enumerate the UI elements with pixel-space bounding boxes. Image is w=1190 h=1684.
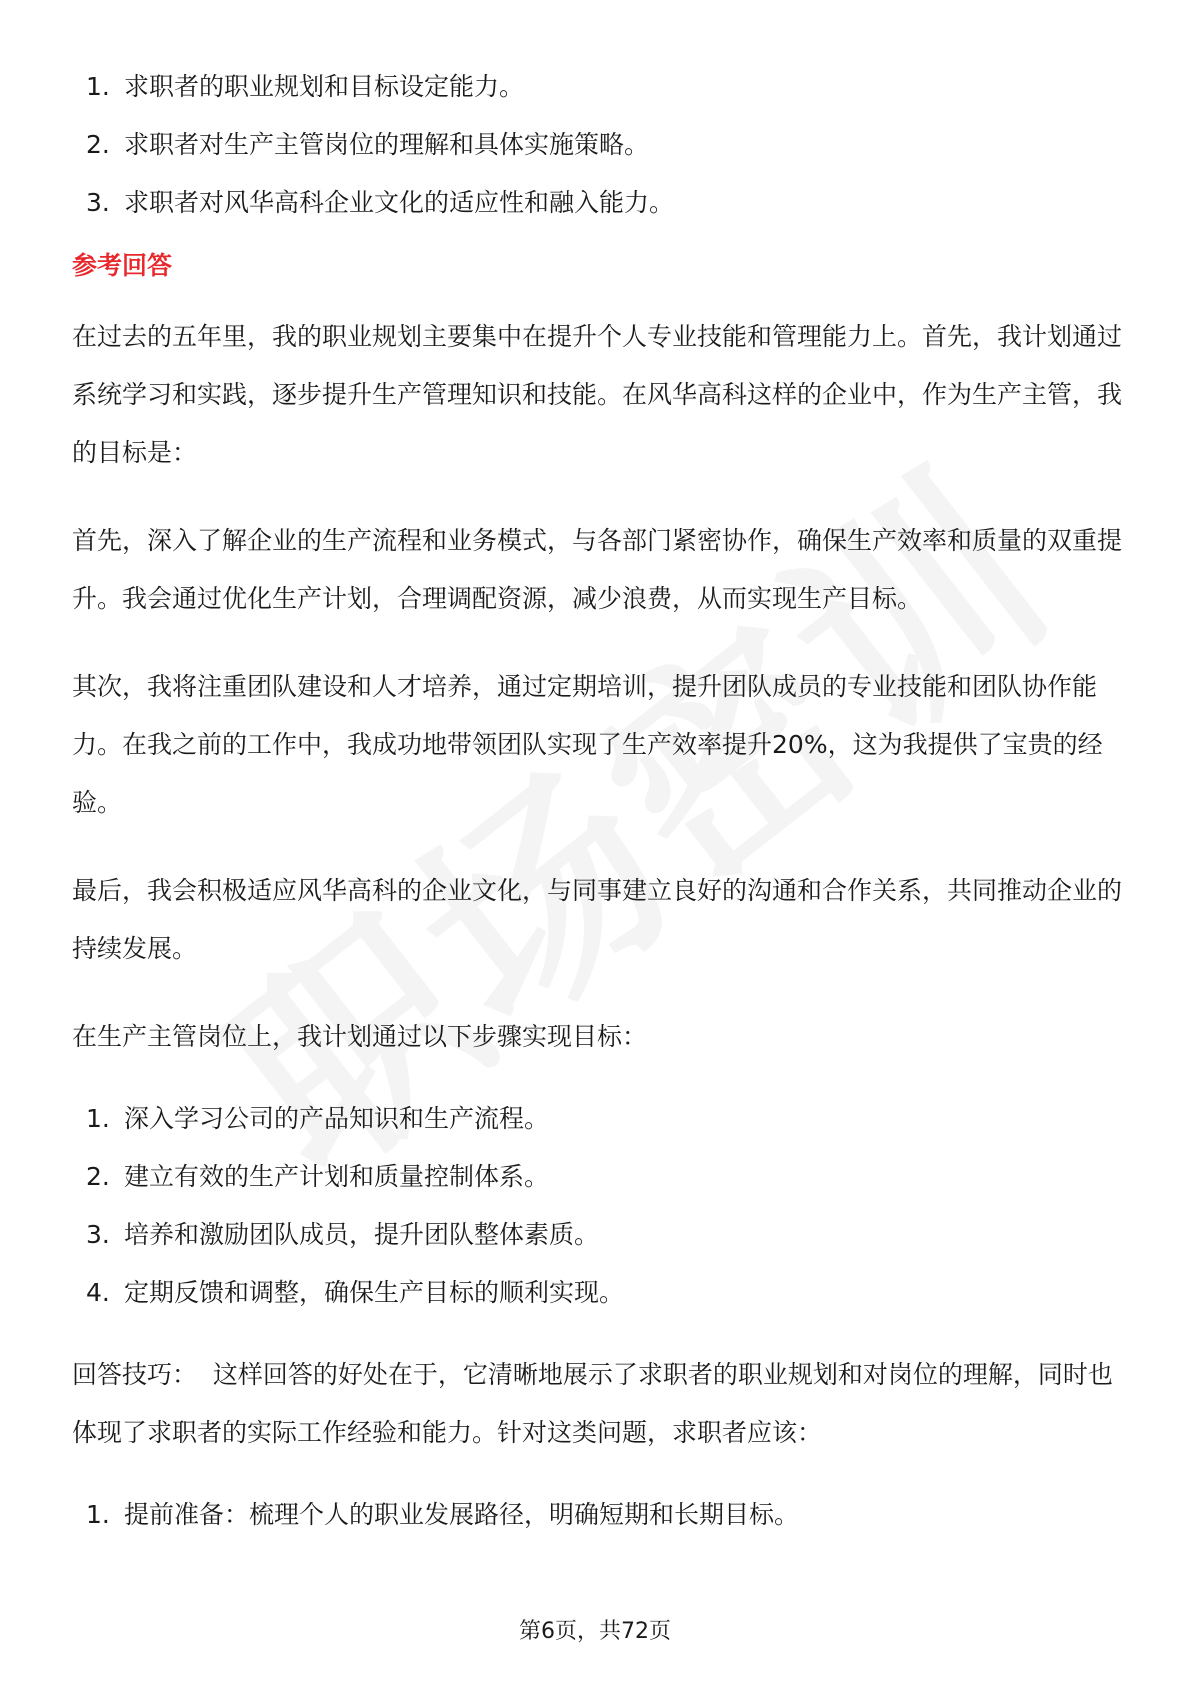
list-text: 建立有效的生产计划和质量控制体系。 [124,1162,550,1191]
list-item [72,174,1122,232]
paragraph: 首先，深入了解企业的生产流程和业务模式，与各部门紧密协作，确保生产效率和质量的双重提升。我会通过优化生产计划，合理调配资源，减少浪费，从而实现生产目标。 [72,526,1123,613]
evaluation-points-list [72,58,1122,232]
answer-heading: 参考回答 [72,251,173,280]
list-text: 求职者对生产主管岗位的理解和具体实施策略。 [124,130,650,159]
list-number: 2. [86,130,110,159]
page-content [72,58,1122,1568]
list-number: 1. [86,1500,110,1529]
list-number: 3. [86,188,110,217]
list-item [72,58,1122,116]
list-text: 深入学习公司的产品知识和生产流程。 [124,1104,550,1133]
paragraph: 在生产主管岗位上，我计划通过以下步骤实现目标： [72,1022,648,1051]
list-number: 1. [86,1104,110,1133]
list-item [72,116,1122,174]
list-number: 1. [86,72,110,101]
paragraph: 最后，我会积极适应风华高科的企业文化，与同事建立良好的沟通和合作关系，共同推动企业的持续发展。 [72,876,1123,963]
tip-paragraph [72,1346,1122,1462]
paragraph: 在过去的五年里，我的职业规划主要集中在提升个人专业技能和管理能力上。首先，我计划通过系统学习和实践，逐步提升生产管理知识和技能。在风华高科这样的企业中，作为生产主管，我的目标是： [72,322,1123,467]
list-item [72,1486,1122,1544]
list-number: 2. [86,1162,110,1191]
steps-list [72,1090,1122,1322]
list-text: 培养和激励团队成员，提升团队整体素质。 [124,1220,600,1249]
tips-list [72,1486,1122,1544]
tip-text: 这样回答的好处在于，它清晰地展示了求职者的职业规划和对岗位的理解，同时也体现了求职者的实际工作经验和能力。针对这类问题，求职者应该： [72,1360,1113,1447]
list-text: 提前准备：梳理个人的职业发展路径，明确短期和长期目标。 [124,1500,800,1529]
list-item [72,1264,1122,1322]
list-item [72,1206,1122,1264]
list-number: 4. [86,1278,110,1307]
list-item [72,1090,1122,1148]
list-number: 3. [86,1220,110,1249]
list-text: 定期反馈和调整，确保生产目标的顺利实现。 [124,1278,625,1307]
page-footer: 第6页，共72页 [519,1619,671,1644]
list-text: 求职者的职业规划和目标设定能力。 [124,72,525,101]
tip-label: 回答技巧： [72,1360,198,1389]
list-text: 求职者对风华高科企业文化的适应性和融入能力。 [124,188,675,217]
paragraph: 其次，我将注重团队建设和人才培养，通过定期培训，提升团队成员的专业技能和团队协作能力。在我之前的工作中，我成功地带领团队实现了生产效率提升20%，这为我提供了宝贵的经验。 [72,672,1103,817]
list-item [72,1148,1122,1206]
